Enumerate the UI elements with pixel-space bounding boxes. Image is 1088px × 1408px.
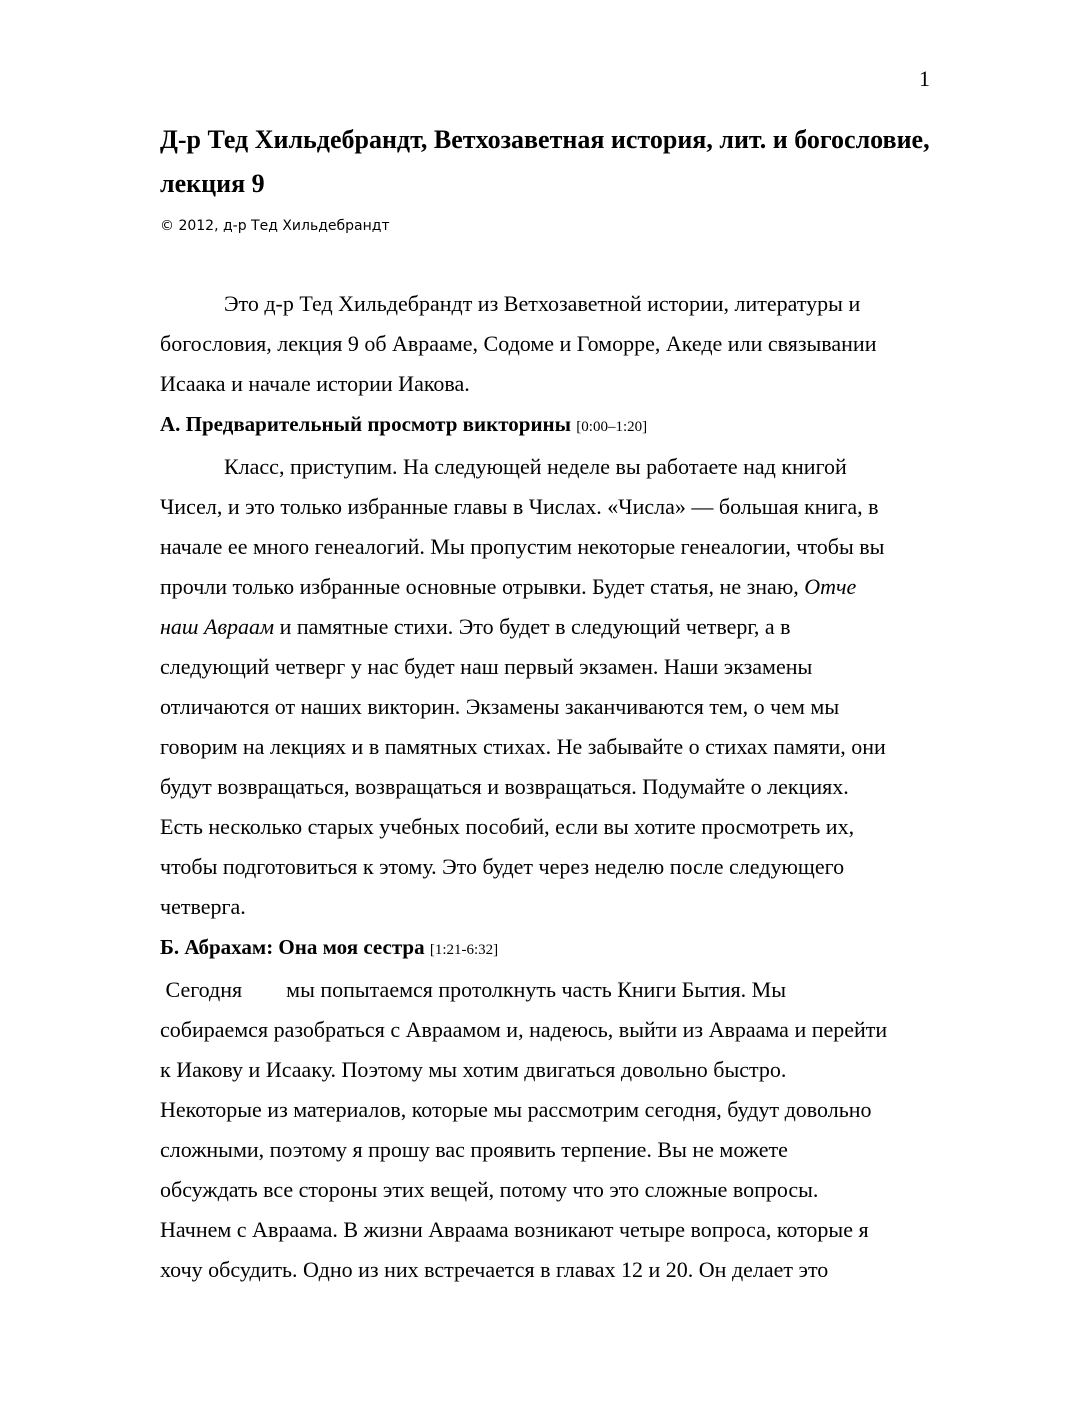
text-line xyxy=(160,970,935,1010)
text-line: Некоторые из материалов, которые мы рассмотрим сегодня, будут довольно xyxy=(160,1097,872,1122)
text-line xyxy=(160,607,935,647)
text-line: собираемся разобраться с Авраамом и, надеюсь, выйти из Авраама и перейти xyxy=(160,1017,888,1042)
text-segment: и памятные стихи. Это будет в следующий четверг, а в xyxy=(274,614,791,639)
section-heading-b xyxy=(160,927,935,970)
document-title xyxy=(160,118,940,206)
text-line: хочу обсудить. Одно из них встречается в главах 12 и 20. Он делает это xyxy=(160,1257,829,1282)
copyright-notice: © 2012, д-р Тед Хильдебрандт xyxy=(160,218,390,234)
text-segment: Сегодня xyxy=(165,977,243,1002)
text-line: сложными, поэтому я прошу вас проявить терпение. Вы не можете xyxy=(160,1137,788,1162)
title-line: Д-р Тед Хильдебрандт, Ветхозаветная история, лит. и богословие, xyxy=(160,125,930,154)
text-line: следующий четверг у нас будет наш первый экзамен. Наши экзамены xyxy=(160,654,813,679)
italic-title: Отче xyxy=(804,574,857,599)
document-body xyxy=(160,284,935,1290)
text-line: обсуждать все стороны этих вещей, потому что это сложные вопросы. xyxy=(160,1177,819,1202)
intro-paragraph xyxy=(160,284,935,404)
text-line: будут возвращаться, возвращаться и возвращаться. Подумайте о лекциях. xyxy=(160,774,849,799)
text-line: Исаака и начале истории Иакова. xyxy=(160,371,470,396)
text-line: отличаются от наших викторин. Экзамены заканчиваются тем, о чем мы xyxy=(160,694,840,719)
text-segment: мы попытаемся протолкнуть часть Книги Бытия. Мы xyxy=(286,977,787,1002)
text-line: Класс, приступим. На следующей неделе вы работаете над книгой xyxy=(224,454,847,479)
page-number: 1 xyxy=(919,66,930,91)
timestamp: [1:21-6:32] xyxy=(429,942,499,958)
text-line: Это д-р Тед Хильдебрандт из Ветхозаветной истории, литературы и xyxy=(224,291,861,316)
text-line: четверга. xyxy=(160,894,246,919)
text-line: начале ее много генеалогий. Мы пропустим некоторые генеалогии, чтобы вы xyxy=(160,534,885,559)
title-line: лекция 9 xyxy=(160,169,265,198)
text-segment: прочли только избранные основные отрывки. Будет статья, не знаю, xyxy=(160,574,799,599)
section-heading-text: Б. Абрахам: Она моя сестра xyxy=(160,935,425,959)
text-line: Есть несколько старых учебных пособий, если вы хотите просмотреть их, xyxy=(160,814,855,839)
text-line xyxy=(160,567,935,607)
section-heading-a xyxy=(160,404,935,447)
text-line: к Иакову и Исааку. Поэтому мы хотим двигаться довольно быстро. xyxy=(160,1057,787,1082)
section-b-paragraph xyxy=(160,970,935,1290)
text-line: чтобы подготовиться к этому. Это будет через неделю после следующего xyxy=(160,854,845,879)
italic-title: наш Авраам xyxy=(160,614,275,639)
text-line: Начнем с Авраама. В жизни Авраама возникают четыре вопроса, которые я xyxy=(160,1217,869,1242)
text-line: говорим на лекциях и в памятных стихах. Не забывайте о стихах памяти, они xyxy=(160,734,886,759)
section-heading-text: А. Предварительный просмотр викторины xyxy=(160,412,572,436)
section-a-paragraph xyxy=(160,447,935,927)
text-line: Чисел, и это только избранные главы в Числах. «Числа» — большая книга, в xyxy=(160,494,879,519)
text-line: богословия, лекция 9 об Аврааме, Содоме и Гоморре, Акеде или связывании xyxy=(160,331,877,356)
timestamp: [0:00–1:20] xyxy=(576,419,648,435)
